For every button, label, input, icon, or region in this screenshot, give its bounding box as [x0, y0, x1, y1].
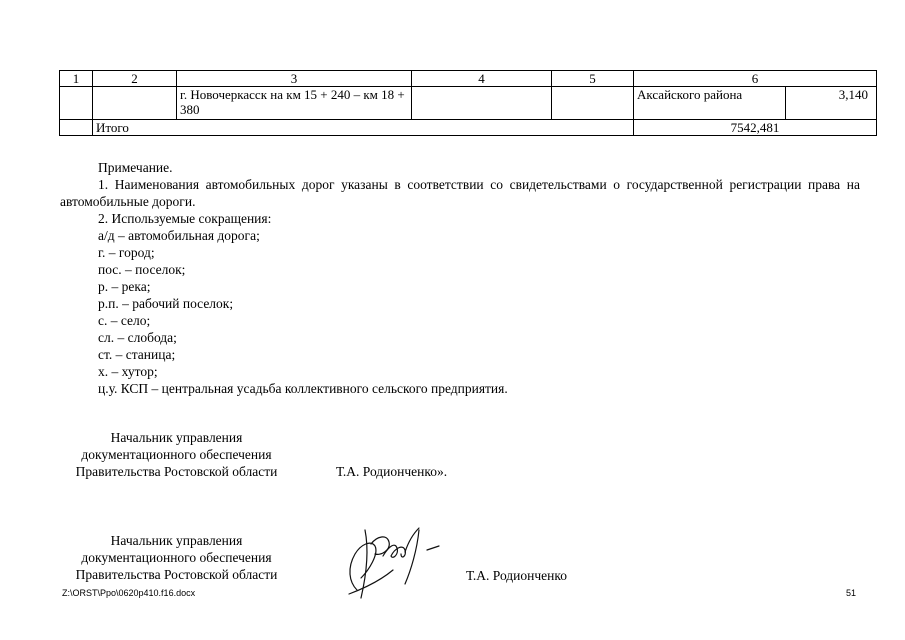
row-cell-district: Аксайского района	[634, 87, 786, 120]
handwritten-signature	[335, 520, 445, 605]
row-cell-road-name: г. Новочеркасск на км 15 + 240 – км 18 + 380	[177, 87, 412, 120]
abbreviation-item: р.п. – рабочий поселок;	[98, 296, 234, 311]
abbreviation-item: г. – город;	[98, 245, 155, 260]
table-total-row	[60, 120, 877, 136]
notes-item-1: 1. Наименования автомобильных дорог указаны в соответствии со свидетельствами о государственной регистрации права на автомобильные дороги.	[60, 177, 860, 209]
signature-block-2-title	[60, 532, 293, 583]
header-cell-5: 5	[552, 71, 634, 87]
abbreviation-item: р. – река;	[98, 279, 151, 294]
row-cell-length: 3,140	[786, 87, 877, 120]
row-cell-4	[412, 87, 552, 120]
abbreviation-item: а/д – автомобильная дорога;	[98, 228, 260, 243]
total-cell-empty	[60, 120, 93, 136]
signer-name-2: Т.А. Родионченко	[466, 568, 567, 583]
signer-position-line: Начальник управления	[110, 430, 243, 445]
notes-item-2: 2. Используемые сокращения:	[98, 211, 272, 226]
header-cell-2: 2	[93, 71, 177, 87]
header-cell-1: 1	[60, 71, 93, 87]
total-value: 7542,481	[634, 120, 877, 136]
abbreviation-item: ст. – станица;	[98, 347, 176, 362]
row-cell-5	[552, 87, 634, 120]
table-row	[60, 87, 877, 120]
row-cell-1	[60, 87, 93, 120]
header-cell-3: 3	[177, 71, 412, 87]
signer-position-line: документационного обеспечения	[81, 550, 272, 565]
abbreviation-item: сл. – слобода;	[98, 330, 177, 345]
signer-position-line: Правительства Ростовской области	[75, 567, 278, 582]
notes-heading: Примечание.	[98, 160, 173, 175]
notes-section	[60, 159, 860, 397]
abbreviation-item: ц.у. КСП – центральная усадьба коллективного сельского предприятия.	[98, 381, 508, 396]
abbreviation-item: пос. – поселок;	[98, 262, 186, 277]
table-header-row	[60, 71, 877, 87]
signer-name-1: Т.А. Родионченко».	[336, 464, 448, 479]
roads-table	[59, 70, 877, 136]
header-cell-6: 6	[634, 71, 877, 87]
file-path: Z:\ORST\Ppo\0620p410.f16.docx	[62, 588, 196, 598]
page-number: 51	[846, 588, 857, 598]
signer-position-line: Начальник управления	[110, 533, 243, 548]
total-label: Итого	[93, 120, 634, 136]
abbreviation-item: х. – хутор;	[98, 364, 158, 379]
header-cell-4: 4	[412, 71, 552, 87]
signature-block-1-title	[60, 429, 293, 480]
signer-position-line: документационного обеспечения	[81, 447, 272, 462]
signer-position-line: Правительства Ростовской области	[75, 464, 278, 479]
row-cell-2	[93, 87, 177, 120]
abbreviation-item: с. – село;	[98, 313, 151, 328]
